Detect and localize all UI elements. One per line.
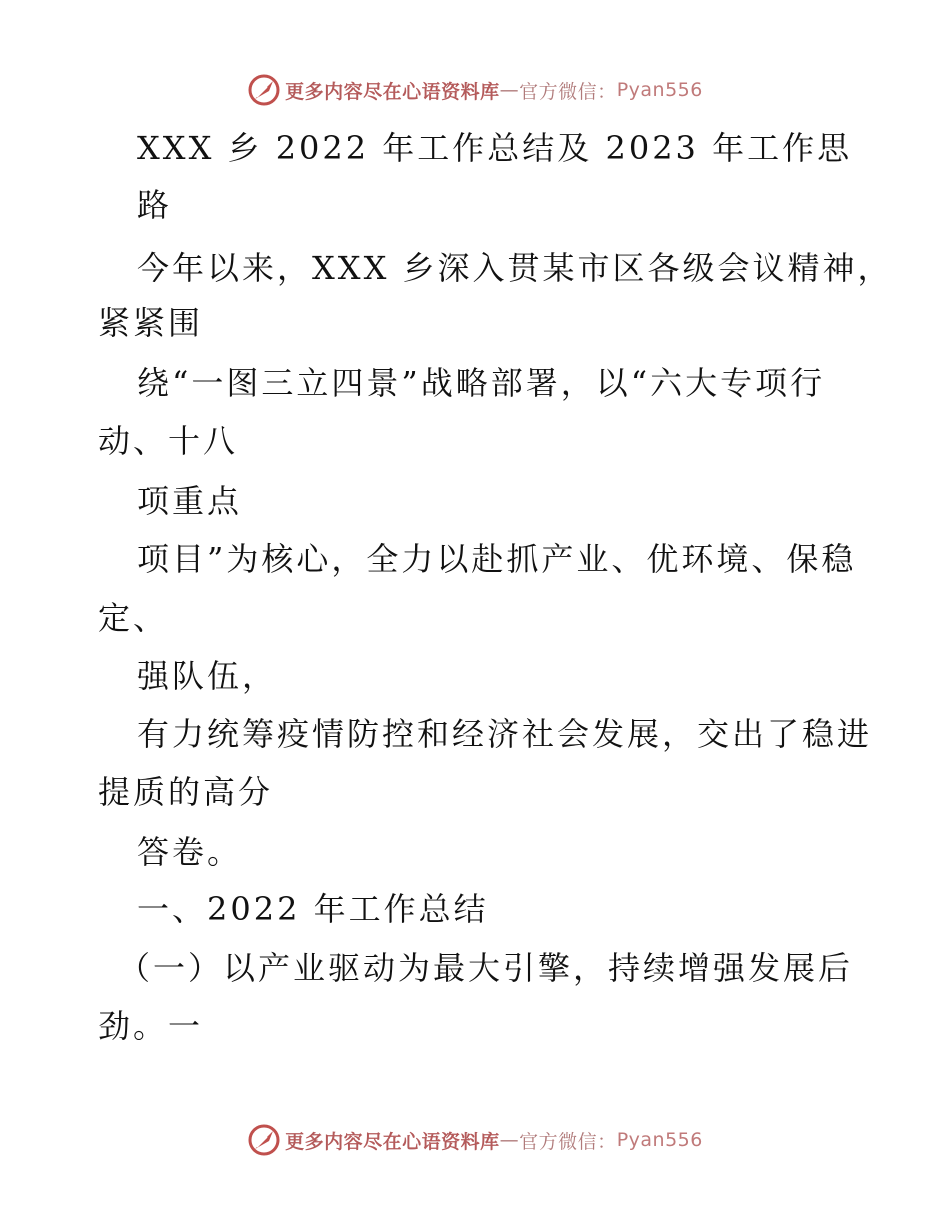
doc-line: 项重点: [137, 482, 243, 520]
doc-line: 路: [137, 186, 173, 224]
watermark-banner-bottom: [0, 1120, 950, 1160]
watermark-contact-id: Pyan556: [616, 1129, 703, 1151]
watermark-contact-label: 官方微信：: [519, 1130, 617, 1153]
doc-line: 提质的高分: [98, 773, 274, 811]
watermark-main-text: 更多内容尽在心语资料库: [285, 1130, 500, 1153]
watermark-separator: —: [499, 79, 520, 101]
doc-line: 项目”为核心，全力以赴抓产业、优环境、保稳: [137, 540, 857, 578]
watermark-separator: —: [499, 1129, 520, 1151]
doc-line: 今年以来，XXX 乡深入贯某市区各级会议精神，: [137, 249, 893, 287]
doc-line: 劲。一: [98, 1007, 204, 1045]
watermark-contact-id: Pyan556: [616, 79, 703, 101]
doc-line: 有力统筹疫情防控和经济社会发展，交出了稳进: [137, 715, 873, 753]
doc-line: 答卷。: [137, 833, 243, 871]
watermark-contact-label: 官方微信：: [519, 80, 617, 103]
watermark-main-text: 更多内容尽在心语资料库: [285, 80, 500, 103]
feather-pen-logo-icon: [247, 1123, 281, 1157]
doc-line: 一、2022 年工作总结: [137, 890, 489, 928]
doc-line: 强队伍，: [137, 657, 278, 695]
doc-line: 紧紧围: [98, 304, 204, 342]
doc-line: 动、十八: [98, 422, 239, 460]
doc-line: 定、: [98, 599, 169, 637]
doc-line: 绕“一图三立四景”战略部署，以“六大专项行: [137, 364, 826, 402]
doc-line: （一）以产业驱动为最大引擎，持续增强发展后: [118, 949, 854, 987]
doc-line: XXX 乡 2022 年工作总结及 2023 年工作思: [137, 129, 853, 167]
